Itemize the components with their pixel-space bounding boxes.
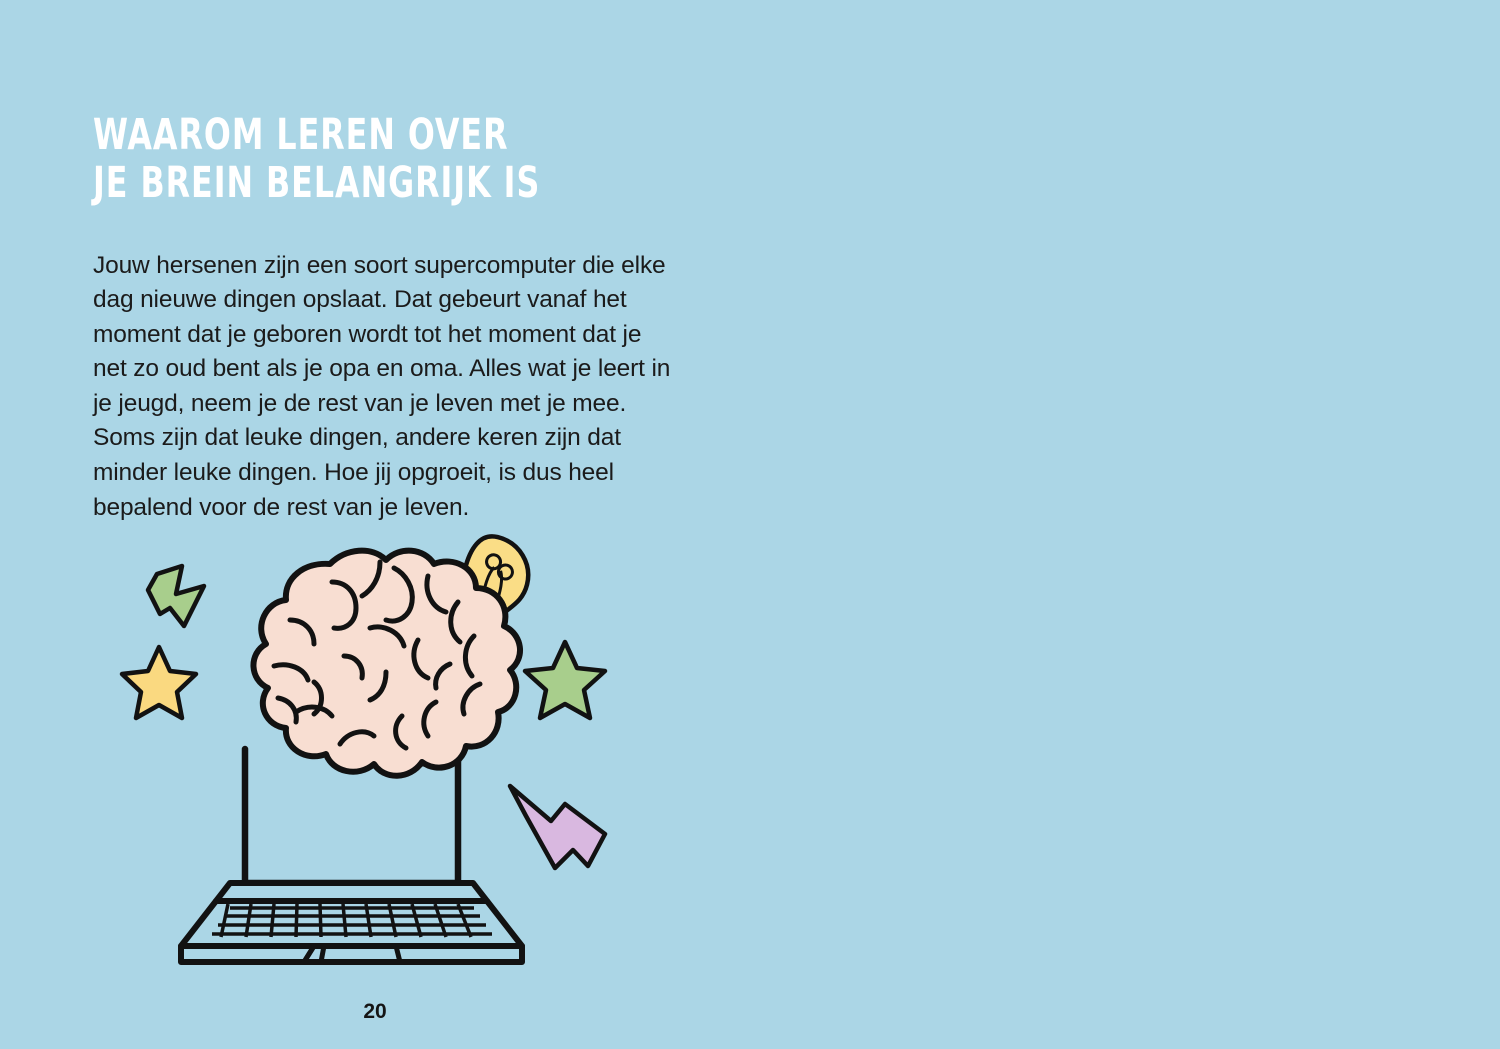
purple-lightning-bolt-icon [510,786,605,868]
green-lightning-bolt-icon [148,566,204,626]
laptop-base [181,883,522,962]
left-body-paragraph: Jouw hersenen zijn een soort supercomputer die elke dag nieuwe dingen opslaat. Dat gebeurt vanaf het moment dat je geboren wordt tot het moment dat je net zo oud bent als je opa en oma. Alles wat je leert in je jeugd, neem je de rest van je leven met je mee. Soms zijn dat leuke dingen, andere keren zijn dat minder leuke dingen. Hoe jij opgroeit, is dus heel bepalend voor de rest van je leven. [93,251,671,521]
brain-laptop-illustration [118,516,628,986]
yellow-star-icon [122,647,196,718]
page-number-left: 20 [363,1000,387,1023]
green-star-icon [525,642,605,718]
right-page [750,0,1500,1049]
page-title: WAAROM LEREN OVER JE BREIN BELANGRIJK IS [93,109,541,209]
